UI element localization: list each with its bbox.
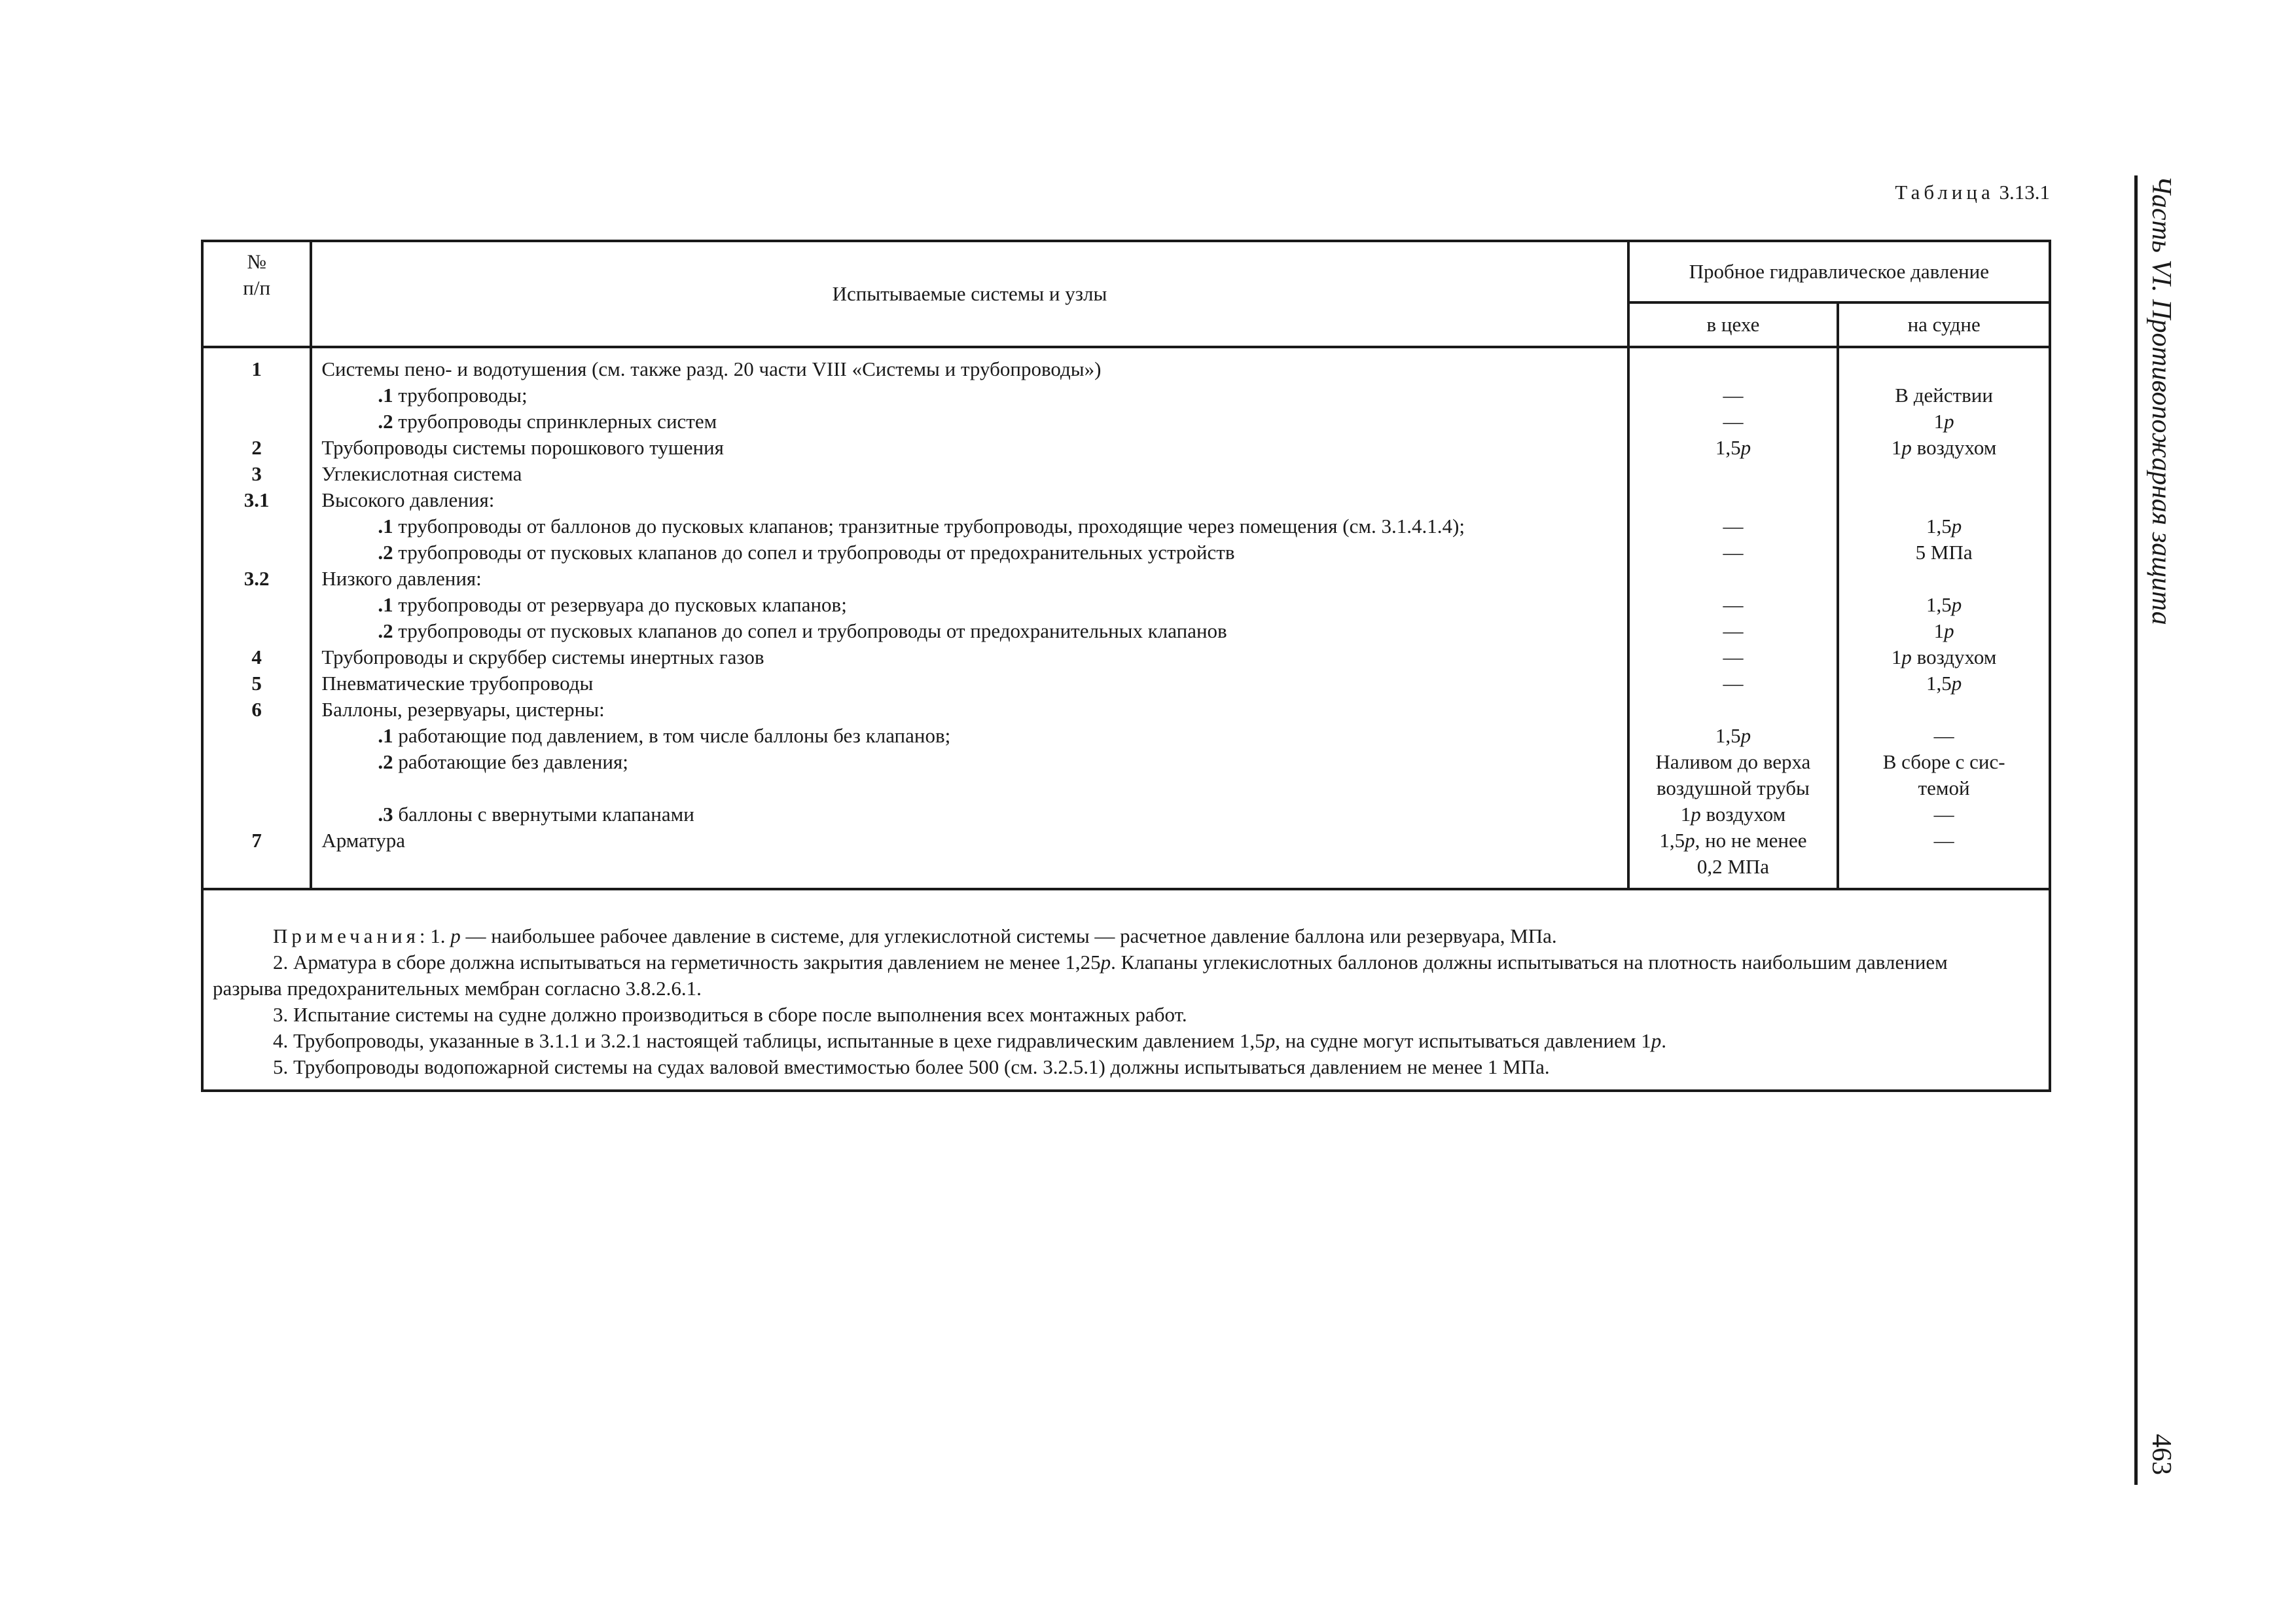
notes	[202, 889, 2050, 1091]
header-workshop: в цехе	[1628, 302, 1839, 347]
row-subitem-number: .2	[378, 750, 393, 773]
row-system-text: трубопроводы от баллонов до пусковых клапанов; транзитные трубопроводы, проходящие через помещения (см. 3.1.4.1.4);	[393, 515, 1465, 538]
row-number	[204, 618, 310, 644]
note-4	[213, 1028, 2039, 1054]
row-workshop-pressure: 1,5p	[1715, 436, 1751, 459]
note-5	[213, 1054, 2039, 1080]
row-system-text: Трубопроводы и скруббер системы инертных газов	[321, 646, 764, 668]
row-system	[321, 618, 1626, 644]
header-systems: Испытываемые системы и узлы	[311, 241, 1628, 347]
row-system	[321, 487, 1626, 513]
row-ship-pressure: 1p воздухом	[1891, 646, 1997, 668]
row-system-text: Системы пено- и водотушения (см. также разд. 20 части VIII «Системы и трубопроводы»)	[321, 357, 1102, 380]
row-system	[321, 566, 1626, 592]
row-system	[321, 644, 1626, 670]
row-system-text: Пневматические трубопроводы	[321, 672, 594, 695]
row-system	[321, 461, 1626, 487]
row-system	[321, 513, 1626, 539]
note-3	[213, 1002, 2039, 1028]
row-workshop-pressure: —	[1723, 384, 1744, 407]
row-system-text: Высокого давления:	[321, 488, 495, 511]
row-workshop-pressure: Наливом до верха	[1655, 750, 1811, 773]
row-system-text: Углекислотная система	[321, 462, 522, 485]
row-ship-pressure: —	[1933, 724, 1954, 747]
header-pressure: Пробное гидравлическое давление	[1628, 241, 2050, 302]
row-subitem-number: .1	[378, 384, 393, 407]
row-subitem-number: .1	[378, 724, 393, 747]
row-system-text: Баллоны, резервуары, цистерны:	[321, 698, 605, 721]
row-workshop-pressure: 1,5p, но не менее	[1659, 829, 1807, 852]
note-4-text: 4. Трубопроводы, указанные в 3.1.1 и 3.2.1 настоящей таблицы, испытанные в цехе гидравлическим давлением 1,5p, на судне могут испытываться давлением 1p.	[273, 1029, 1667, 1052]
header-num-line1: №	[247, 250, 266, 273]
row-ship-pressure	[1839, 854, 2049, 880]
row-number	[204, 775, 310, 801]
row-ship-pressure: 1,5p	[1926, 593, 1962, 616]
row-system	[321, 801, 1626, 828]
row-ship-pressure	[1839, 487, 2049, 513]
row-system-text: трубопроводы от резервуара до пусковых клапанов;	[393, 593, 847, 616]
row-workshop-pressure: —	[1723, 646, 1744, 668]
row-workshop-pressure	[1630, 566, 1837, 592]
note-2-continued	[213, 976, 2039, 1002]
row-system	[321, 775, 1626, 801]
row-system-text: работающие без давления;	[393, 750, 628, 773]
page-number: 463	[2146, 1434, 2176, 1475]
row-ship-pressure: 1,5p	[1926, 515, 1962, 538]
row-system	[321, 697, 1626, 723]
row-workshop-pressure	[1630, 697, 1837, 723]
row-system	[321, 854, 1626, 880]
row-number: 4	[251, 646, 262, 668]
row-number	[204, 723, 310, 749]
column-workshop	[1628, 347, 1839, 889]
note-2-text-a: 2. Арматура в сборе должна испытываться на герметичность закрытия давлением не менее 1,25p. Клапаны углекислотных баллонов должны испытываться на плотность наибольшим давлением	[273, 951, 1948, 974]
row-system-text: трубопроводы;	[393, 384, 528, 407]
note-2-text-b: разрыва предохранительных мембран согласно 3.8.2.6.1.	[213, 977, 702, 1000]
note-5-text: 5. Трубопроводы водопожарной системы на судах валовой вместимостью более 500 (см. 3.2.5.1) должны испытываться давлением не менее 1 МПа.	[273, 1055, 1550, 1078]
row-subitem-number: .2	[378, 410, 393, 433]
row-system-text: трубопроводы от пусковых клапанов до сопел и трубопроводы от предохранительных клапанов	[393, 619, 1227, 642]
row-number	[204, 409, 310, 435]
row-ship-pressure	[1839, 697, 2049, 723]
note-2	[213, 949, 2039, 976]
row-number: 5	[251, 672, 262, 695]
row-number	[204, 513, 310, 539]
row-subitem-number: .3	[378, 803, 393, 826]
row-ship-pressure	[1839, 566, 2049, 592]
row-number	[204, 854, 310, 880]
row-ship-pressure: 1,5p	[1926, 672, 1962, 695]
row-number: 3.2	[243, 567, 270, 590]
row-system	[321, 723, 1626, 749]
row-ship-pressure: 1p	[1933, 410, 1954, 433]
row-ship-pressure: —	[1933, 829, 1954, 852]
row-system-text: трубопроводы спринклерных систем	[393, 410, 717, 433]
row-workshop-pressure: —	[1723, 515, 1744, 538]
column-ship	[1838, 347, 2050, 889]
row-number	[204, 539, 310, 566]
row-number: 3	[251, 462, 262, 485]
row-number	[204, 749, 310, 775]
row-number: 3.1	[243, 488, 270, 511]
row-system	[321, 592, 1626, 618]
row-system	[321, 539, 1626, 566]
note-1	[213, 923, 2039, 949]
pressure-test-table	[201, 240, 2051, 1092]
row-ship-pressure: В сборе с сис-	[1882, 750, 2005, 773]
table-caption	[1878, 181, 2050, 204]
row-system-text: работающие под давлением, в том числе баллоны без клапанов;	[393, 724, 951, 747]
row-ship-pressure: 1p	[1933, 619, 1954, 642]
header-ship: на судне	[1838, 302, 2050, 347]
row-workshop-pressure: воздушной трубы	[1656, 776, 1810, 799]
row-workshop-pressure: 1,5p	[1715, 724, 1751, 747]
row-subitem-number: .2	[378, 541, 393, 564]
header-num	[202, 241, 311, 347]
row-ship-pressure: —	[1933, 803, 1954, 826]
row-number	[204, 382, 310, 409]
row-system	[321, 356, 1626, 382]
column-numbers	[202, 347, 311, 889]
row-number: 6	[251, 698, 262, 721]
row-system	[321, 749, 1626, 775]
row-number: 2	[251, 436, 262, 459]
notes-label: Примечания	[273, 924, 420, 947]
row-workshop-pressure	[1630, 487, 1837, 513]
row-system-text: Арматура	[321, 829, 406, 852]
row-workshop-pressure	[1630, 356, 1837, 382]
header-num-line2: п/п	[243, 276, 271, 299]
row-workshop-pressure: —	[1723, 541, 1744, 564]
row-subitem-number: .1	[378, 593, 393, 616]
row-workshop-pressure: 0,2 МПа	[1696, 855, 1770, 878]
row-workshop-pressure: —	[1723, 672, 1744, 695]
row-system	[321, 828, 1626, 854]
row-subitem-number: .1	[378, 515, 393, 538]
note-3-text: 3. Испытание системы на судне должно производиться в сборе после выполнения всех монтажных работ.	[273, 1003, 1187, 1026]
note-1-text: : 1. p — наибольшее рабочее давление в системе, для углекислотной системы — расчетное давление баллона или резервуара, МПа.	[419, 924, 1557, 947]
row-system	[321, 670, 1626, 697]
row-number: 7	[251, 829, 262, 852]
column-systems	[311, 347, 1628, 889]
row-system	[321, 409, 1626, 435]
table-caption-number: 3.13.1	[1999, 181, 2050, 204]
row-system-text: баллоны с ввернутыми клапанами	[393, 803, 694, 826]
row-system-text: Низкого давления:	[321, 567, 482, 590]
row-workshop-pressure: —	[1723, 410, 1744, 433]
row-ship-pressure	[1839, 461, 2049, 487]
row-system-text: трубопроводы от пусковых клапанов до сопел и трубопроводы от предохранительных устройств	[393, 541, 1235, 564]
row-number	[204, 801, 310, 828]
row-system-text: Трубопроводы системы порошкового тушения	[321, 436, 724, 459]
row-ship-pressure: 5 МПа	[1915, 541, 1973, 564]
table-caption-word: Таблица	[1895, 181, 1994, 204]
row-system	[321, 435, 1626, 461]
row-ship-pressure: 1p воздухом	[1891, 436, 1997, 459]
row-workshop-pressure	[1630, 461, 1837, 487]
side-title: Часть VI. Противопожарная защита	[2146, 175, 2176, 625]
row-number: 1	[251, 357, 262, 380]
row-ship-pressure: В действии	[1895, 384, 1993, 407]
row-ship-pressure: темой	[1918, 776, 1970, 799]
row-workshop-pressure: —	[1723, 619, 1744, 642]
row-ship-pressure	[1839, 356, 2049, 382]
row-number	[204, 592, 310, 618]
row-workshop-pressure: 1p воздухом	[1680, 803, 1786, 826]
row-workshop-pressure: —	[1723, 593, 1744, 616]
row-subitem-number: .2	[378, 619, 393, 642]
row-system	[321, 382, 1626, 409]
